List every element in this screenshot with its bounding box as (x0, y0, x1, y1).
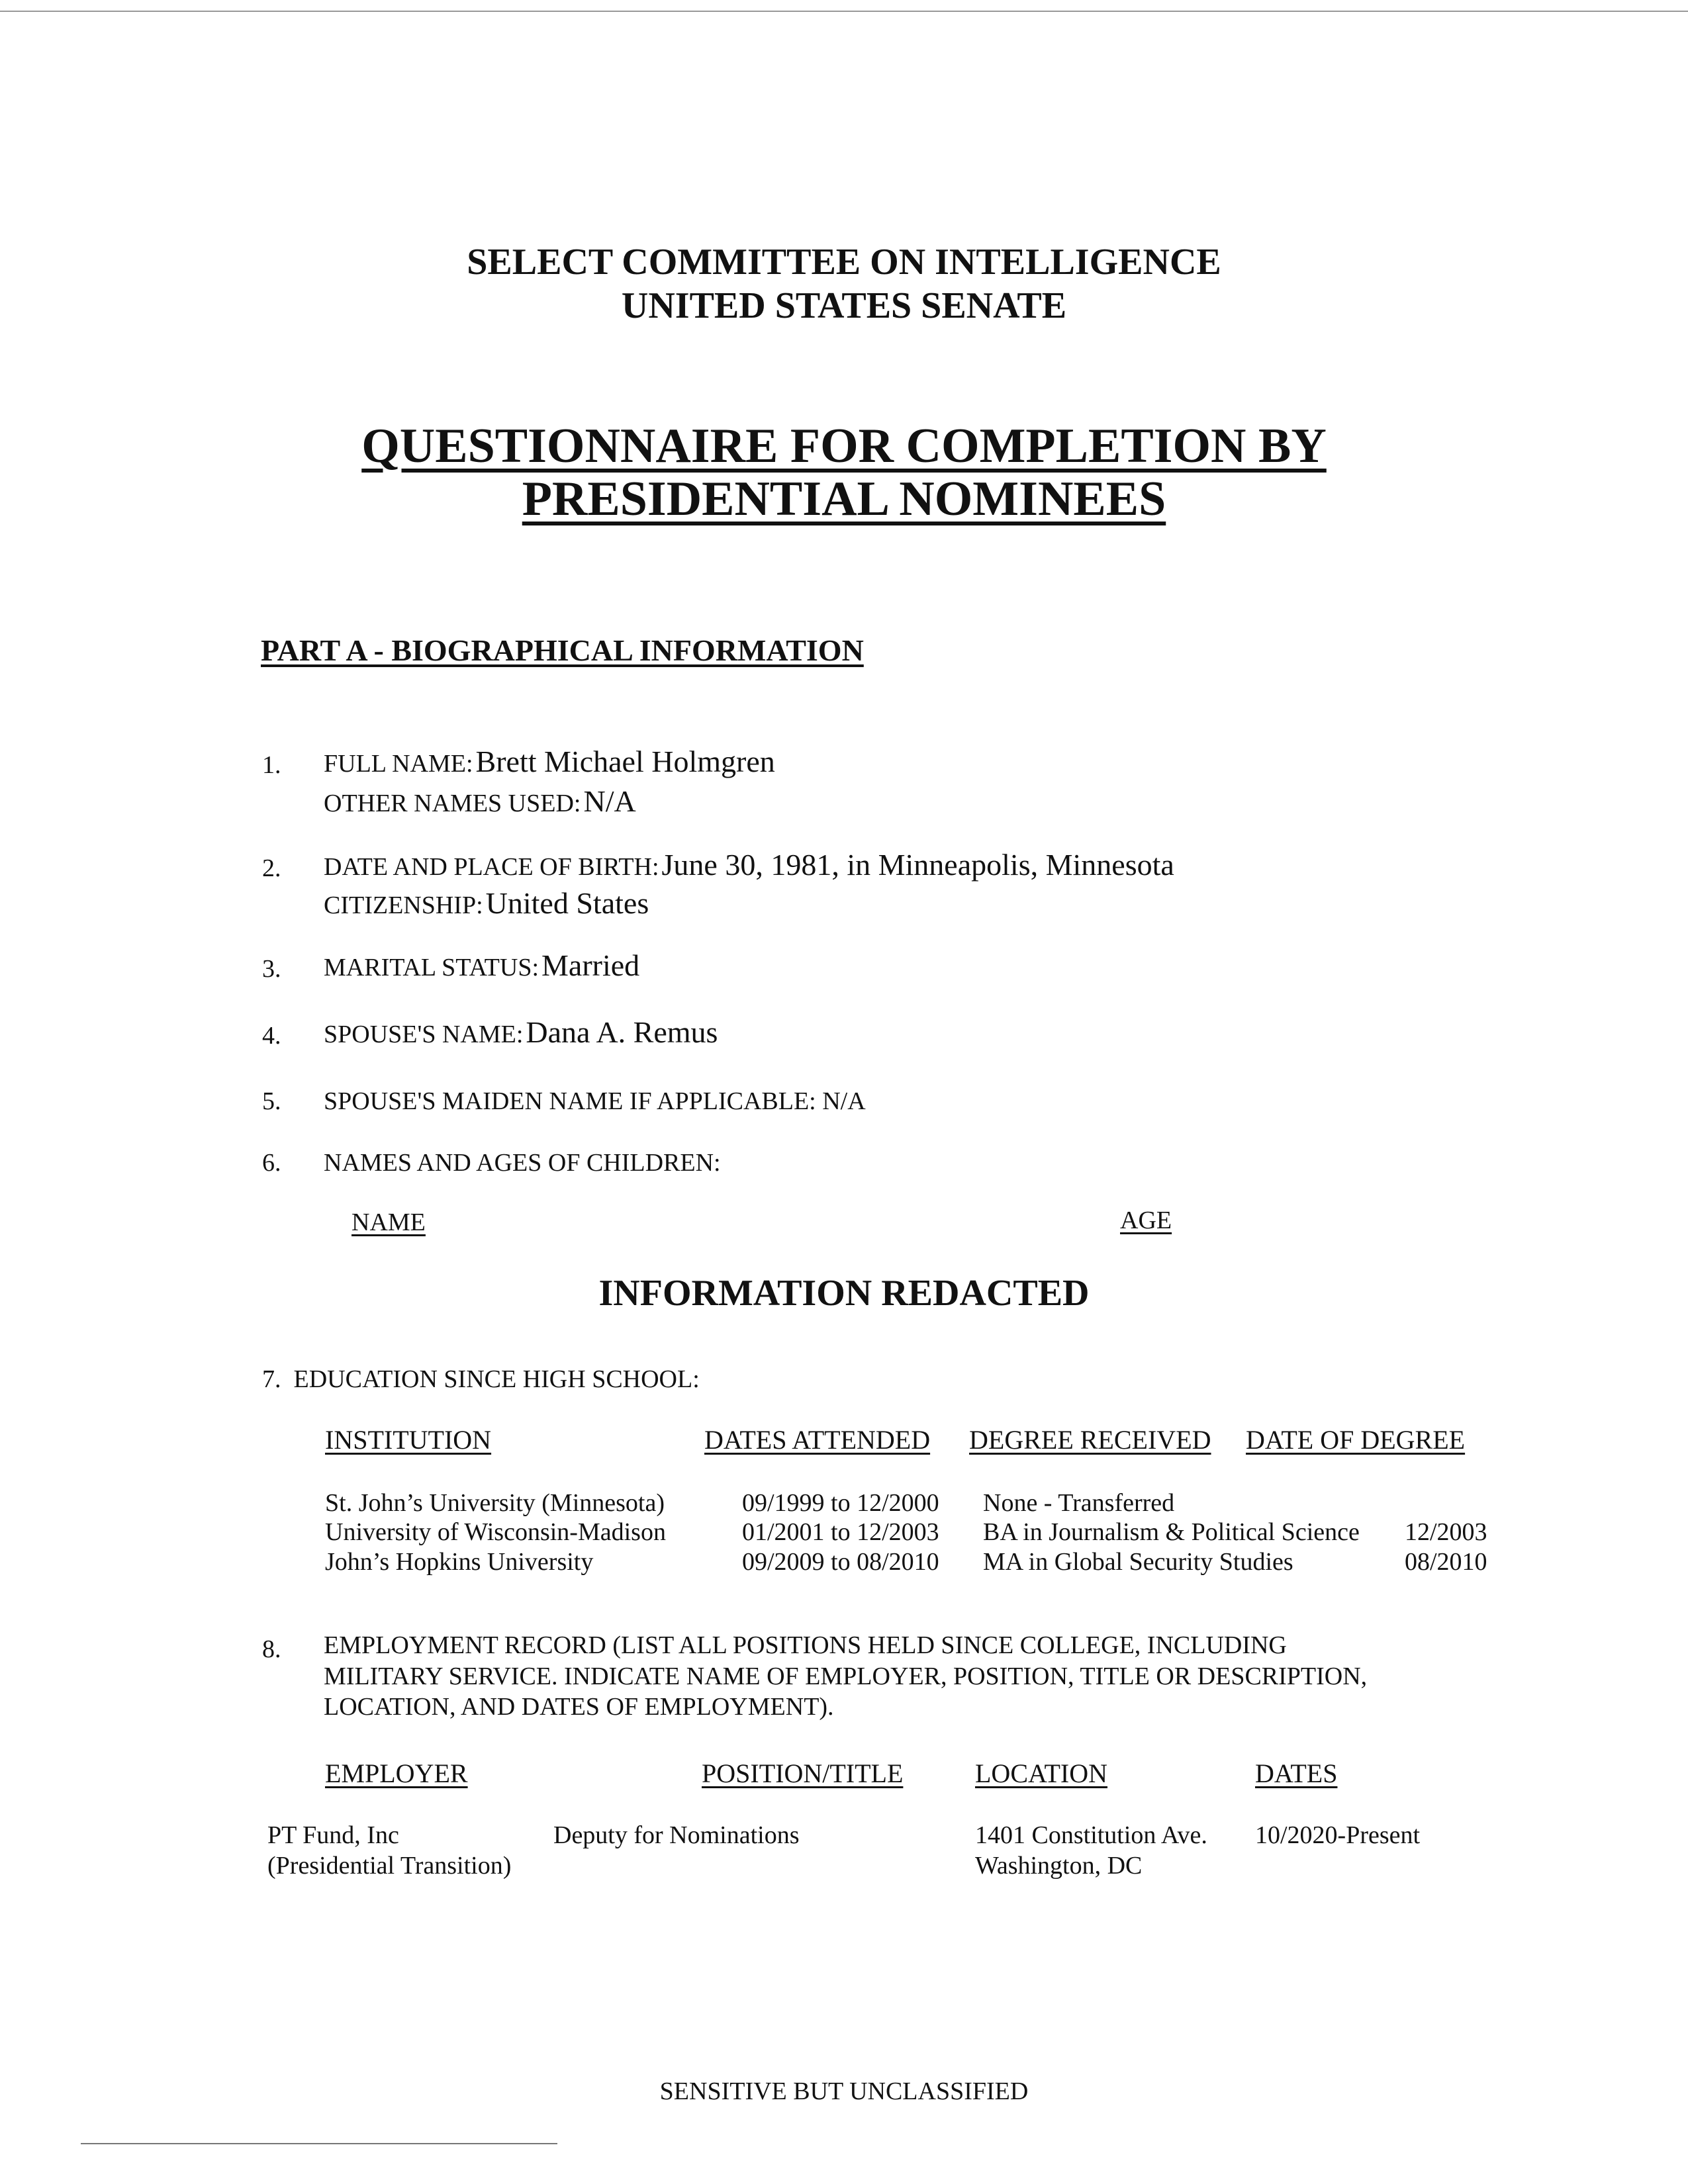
children-age-header: AGE (1120, 1206, 1172, 1234)
dates: 10/2020-Present (1255, 1821, 1421, 1849)
full-name-label: FULL NAME: (324, 750, 473, 778)
maiden-label: SPOUSE'S MAIDEN NAME IF APPLICABLE: (324, 1087, 816, 1115)
item-number: 6. (262, 1149, 281, 1177)
employer: PT Fund, Inc (267, 1821, 399, 1849)
citizenship-label: CITIZENSHIP: (324, 891, 483, 919)
education-label: EDUCATION SINCE HIGH SCHOOL: (293, 1365, 700, 1393)
institution: St. John’s University (Minnesota) (325, 1489, 665, 1517)
degree: None - Transferred (983, 1489, 1175, 1517)
marital-value: Married (541, 948, 640, 982)
spouse-value: Dana A. Remus (526, 1015, 718, 1049)
senate-name: UNITED STATES SENATE (621, 285, 1067, 326)
institution: University of Wisconsin-Madison (325, 1518, 666, 1546)
children-label: NAMES AND AGES OF CHILDREN: (324, 1149, 721, 1177)
spouse-label: SPOUSE'S NAME: (324, 1021, 524, 1048)
employment-instructions: MILITARY SERVICE. INDICATE NAME OF EMPLOYER, POSITION, TITLE OR DESCRIPTION, (324, 1662, 1368, 1690)
col-employer: EMPLOYER (325, 1758, 468, 1788)
item-number: 4. (262, 1022, 281, 1050)
item-number: 1. (262, 751, 281, 779)
dates-attended: 09/2009 to 08/2010 (742, 1548, 939, 1576)
children-name-header: NAME (352, 1208, 426, 1236)
maiden-value: N/A (822, 1087, 866, 1115)
position: Deputy for Nominations (553, 1821, 800, 1849)
citizenship-value: United States (485, 886, 649, 920)
birth-value: June 30, 1981, in Minneapolis, Minnesota (661, 848, 1174, 882)
dates-attended: 09/1999 to 12/2000 (742, 1489, 939, 1517)
employment-instructions: EMPLOYMENT RECORD (LIST ALL POSITIONS HELD SINCE COLLEGE, INCLUDING (324, 1631, 1287, 1659)
col-date-degree: DATE OF DEGREE (1246, 1425, 1466, 1455)
page-title-2: PRESIDENTIAL NOMINEES (522, 472, 1166, 526)
bottom-rule (81, 2143, 557, 2144)
degree: BA in Journalism & Political Science (983, 1518, 1360, 1546)
col-institution: INSTITUTION (325, 1425, 492, 1455)
birth-label: DATE AND PLACE OF BIRTH: (324, 853, 659, 881)
page-title: QUESTIONNAIRE FOR COMPLETION BY (361, 419, 1327, 473)
institution: John’s Hopkins University (325, 1548, 594, 1576)
location: 1401 Constitution Ave. (975, 1821, 1207, 1849)
committee-name: SELECT COMMITTEE ON INTELLIGENCE (467, 242, 1221, 283)
col-location: LOCATION (975, 1758, 1107, 1788)
degree-date: 12/2003 (1405, 1518, 1487, 1546)
employment-instructions: LOCATION, AND DATES OF EMPLOYMENT). (324, 1693, 834, 1721)
top-rule (0, 11, 1688, 12)
location-city: Washington, DC (975, 1852, 1143, 1880)
employer-note: (Presidential Transition) (267, 1852, 512, 1880)
col-dates-attended: DATES ATTENDED (704, 1425, 931, 1455)
item-number: 7. (262, 1365, 281, 1393)
degree: MA in Global Security Studies (983, 1548, 1293, 1576)
item-number: 8. (262, 1635, 281, 1663)
dates-attended: 01/2001 to 12/2003 (742, 1518, 939, 1546)
degree-date: 08/2010 (1405, 1548, 1487, 1576)
part-heading: PART A - BIOGRAPHICAL INFORMATION (261, 633, 864, 667)
col-degree: DEGREE RECEIVED (969, 1425, 1211, 1455)
classification-footer: SENSITIVE BUT UNCLASSIFIED (659, 2077, 1029, 2105)
item-number: 3. (262, 955, 281, 983)
marital-label: MARITAL STATUS: (324, 954, 539, 981)
col-position: POSITION/TITLE (702, 1758, 904, 1788)
item-number: 2. (262, 854, 281, 882)
col-dates: DATES (1255, 1758, 1338, 1788)
redacted-notice: INFORMATION REDACTED (598, 1273, 1090, 1314)
other-names-value: N/A (583, 784, 636, 818)
item-number: 5. (262, 1087, 281, 1115)
full-name-value: Brett Michael Holmgren (475, 745, 775, 778)
other-names-label: OTHER NAMES USED: (324, 790, 581, 817)
